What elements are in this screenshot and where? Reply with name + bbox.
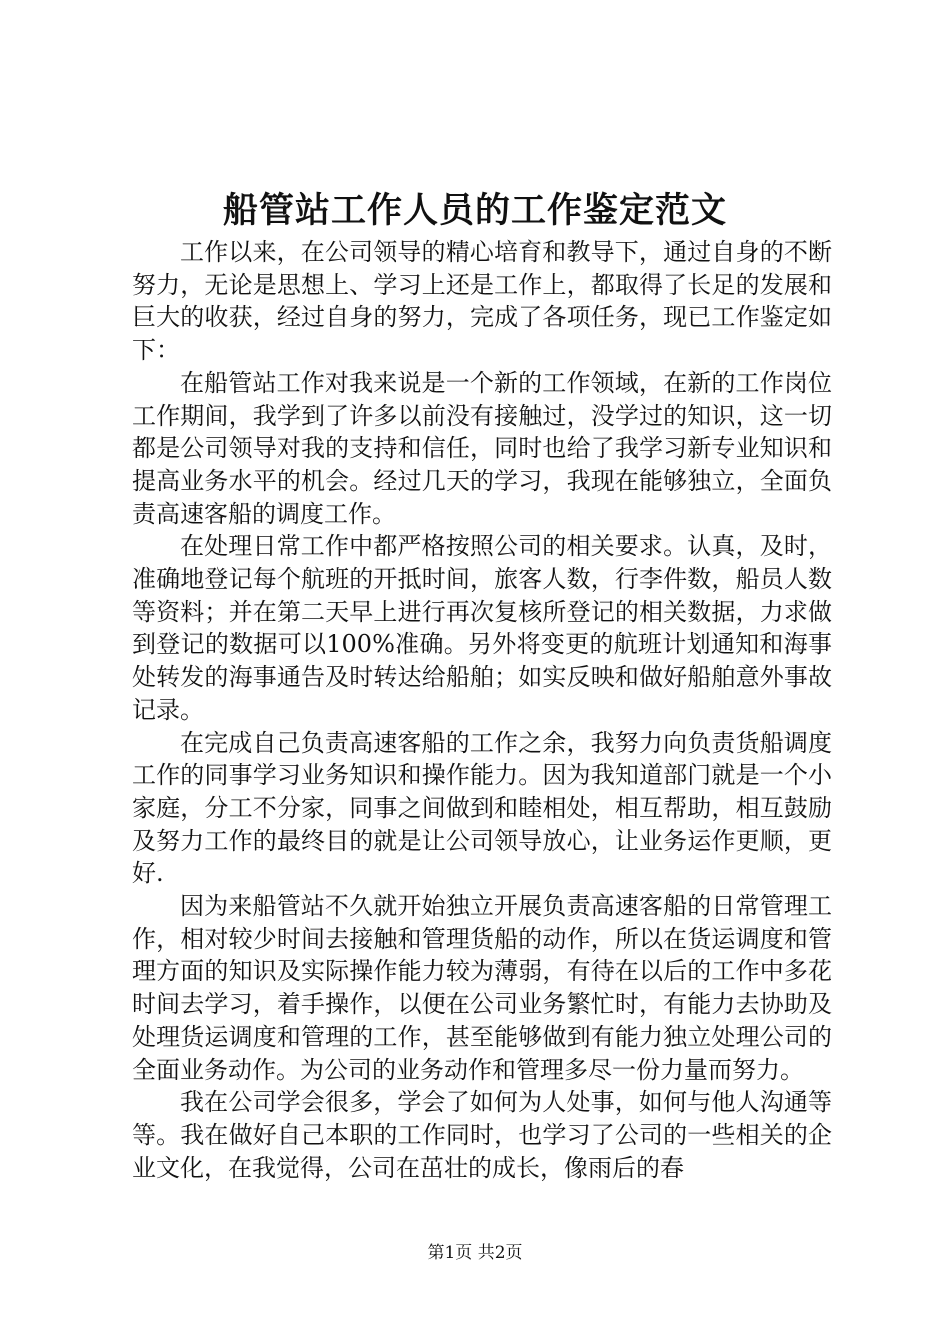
paragraph-3: 在处理日常工作中都严格按照公司的相关要求。认真，及时，准确地登记每个航班的开抵时间，旅客人数，行李件数，船员人数等资料；并在第二天早上进行再次复核所登记的相关数据，力求做到登记的数据可以100%准确。另外将变更的航班计划通知和海事处转发的海事通告及时转达给船舶；如实反映和做好船舶意外事故记录。 [132, 532, 832, 724]
paragraph-4: 在完成自己负责高速客船的工作之余，我努力向负责货船调度工作的同事学习业务知识和操作能力。因为我知道部门就是一个小家庭，分工不分家，同事之间做到和睦相处，相互帮助，相互鼓励及努力工作的最终目的就是让公司领导放心，让业务运作更顺，更好. [132, 728, 832, 888]
page-footer: 第1页 共2页 [427, 1243, 523, 1263]
paragraph-2: 在船管站工作对我来说是一个新的工作领域，在新的工作岗位工作期间，我学到了许多以前没有接触过，没学过的知识，这一切都是公司领导对我的支持和信任，同时也给了我学习新专业知识和提高业务水平的机会。经过几天的学习，我现在能够独立，全面负责高速客船的调度工作。 [132, 368, 832, 528]
document-title: 船管站工作人员的工作鉴定范文 [222, 190, 727, 231]
paragraph-1: 工作以来，在公司领导的精心培育和教导下，通过自身的不断努力，无论是思想上、学习上还是工作上，都取得了长足的发展和巨大的收获，经过自身的努力，完成了各项任务，现已工作鉴定如下： [132, 238, 832, 365]
paragraph-5: 因为来船管站不久就开始独立开展负责高速客船的日常管理工作，相对较少时间去接触和管理货船的动作，所以在货运调度和管理方面的知识及实际操作能力较为薄弱，有待在以后的工作中多花时间去学习，着手操作，以便在公司业务繁忙时，有能力去协助及处理货运调度和管理的工作，甚至能够做到有能力独立处理公司的全面业务动作。为公司的业务动作和管理多尽一份力量而努力。 [132, 892, 832, 1084]
document-body [132, 236, 832, 1184]
paragraph-6: 我在公司学会很多，学会了如何为人处事，如何与他人沟通等等。我在做好自己本职的工作同时，也学习了公司的一些相关的企业文化，在我觉得，公司在茁壮的成长，像雨后的春 [132, 1088, 832, 1182]
